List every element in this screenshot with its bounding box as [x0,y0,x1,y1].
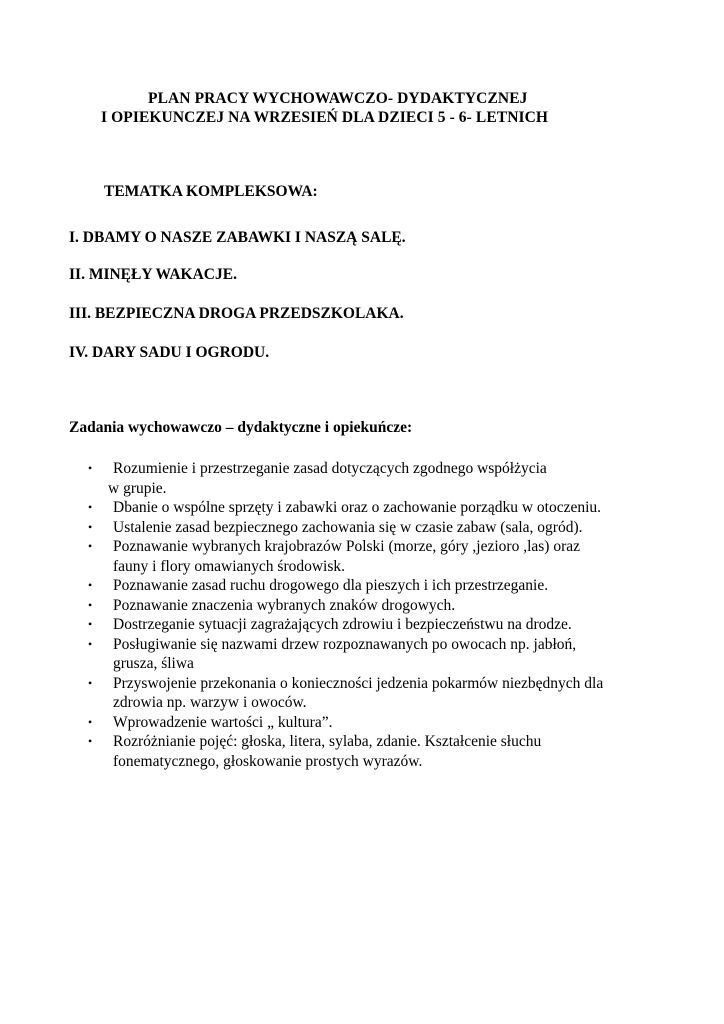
task-text-line: grusza, śliwa [113,655,194,672]
task-item [88,732,688,771]
theme-item-3: III. BEZPIECZNA DROGA PRZEDSZKOLAKA. [69,305,404,322]
theme-item-4: IV. DARY SADU I OGRODU. [69,344,270,361]
section-heading: TEMATKA KOMPLEKSOWA: [104,183,318,200]
bullet-icon: • [88,519,93,534]
bullet-icon: • [88,578,93,592]
bullet-icon: • [88,461,93,475]
task-text-line: Ustalenie zasad bezpiecznego zachowania się w czasie zabaw (sala, ogród). [113,518,583,536]
bullet-icon: • [88,675,93,690]
task-text-line: Poznawanie znaczenia wybranych znaków drogowych. [113,596,456,614]
bullet-icon: • [88,539,93,553]
task-text-line: Poznawanie zasad ruchu drogowego dla pieszych i ich przestrzeganie. [113,577,549,594]
task-list [88,459,688,771]
task-text-line: fonematycznego, głoskowanie prostych wyrazów. [113,752,423,770]
task-text-line: w grupie. [108,479,167,497]
task-item [88,674,688,713]
task-item [88,459,688,498]
tasks-heading: Zadania wychowawczo – dydaktyczne i opiekuńcze: [69,419,413,436]
task-text-line: Wprowadzenie wartości „ kultura”. [113,713,333,731]
task-item [88,713,688,733]
task-item [88,576,688,596]
task-text-line: zdrowia np. warzyw i owoców. [113,694,307,711]
task-text-line: Posługiwanie się nazwami drzew rozpoznawanych po owocach np. jabłoń, [113,635,577,653]
task-text-line: Rozumienie i przestrzeganie zasad dotyczących zgodnego współżycia [113,460,547,477]
task-text-line: Rozróżnianie pojęć: głoska, litera, sylaba, zdanie. Kształcenie słuchu [113,733,542,750]
bullet-icon: • [88,617,93,631]
task-item [88,498,688,518]
bullet-icon: • [88,714,93,729]
bullet-icon: • [88,500,93,514]
task-item [88,615,688,635]
task-item [88,518,688,538]
task-text-line: Poznawanie wybranych krajobrazów Polski (morze, góry ,jezioro ,las) oraz [113,538,580,555]
task-text-line: Dbanie o wspólne sprzęty i zabawki oraz o zachowanie porządku w otoczeniu. [113,499,602,516]
task-item [88,596,688,616]
document-title-line-2: I OPIEKUNCZEJ NA WRZESIEŃ DLA DZIECI 5 - 6- LETNICH [101,109,549,126]
bullet-icon: • [88,636,93,651]
task-text-line: Przyswojenie przekonania o konieczności jedzenia pokarmów niezbędnych dla [113,674,604,692]
theme-item-2: II. MINĘŁY WAKACJE. [69,266,237,283]
bullet-icon: • [88,734,93,748]
task-text-line: Dostrzeganie sytuacji zagrażających zdrowiu i bezpieczeństwu na drodze. [113,616,572,633]
bullet-icon: • [88,597,93,612]
task-text-line: fauny i flory omawianych środowisk. [113,557,346,575]
task-item [88,537,688,576]
task-item [88,635,688,674]
document-title-line-1: PLAN PRACY WYCHOWAWCZO- DYDAKTYCZNEJ [148,90,528,107]
theme-item-1: I. DBAMY O NASZE ZABAWKI I NASZĄ SALĘ. [69,229,406,246]
